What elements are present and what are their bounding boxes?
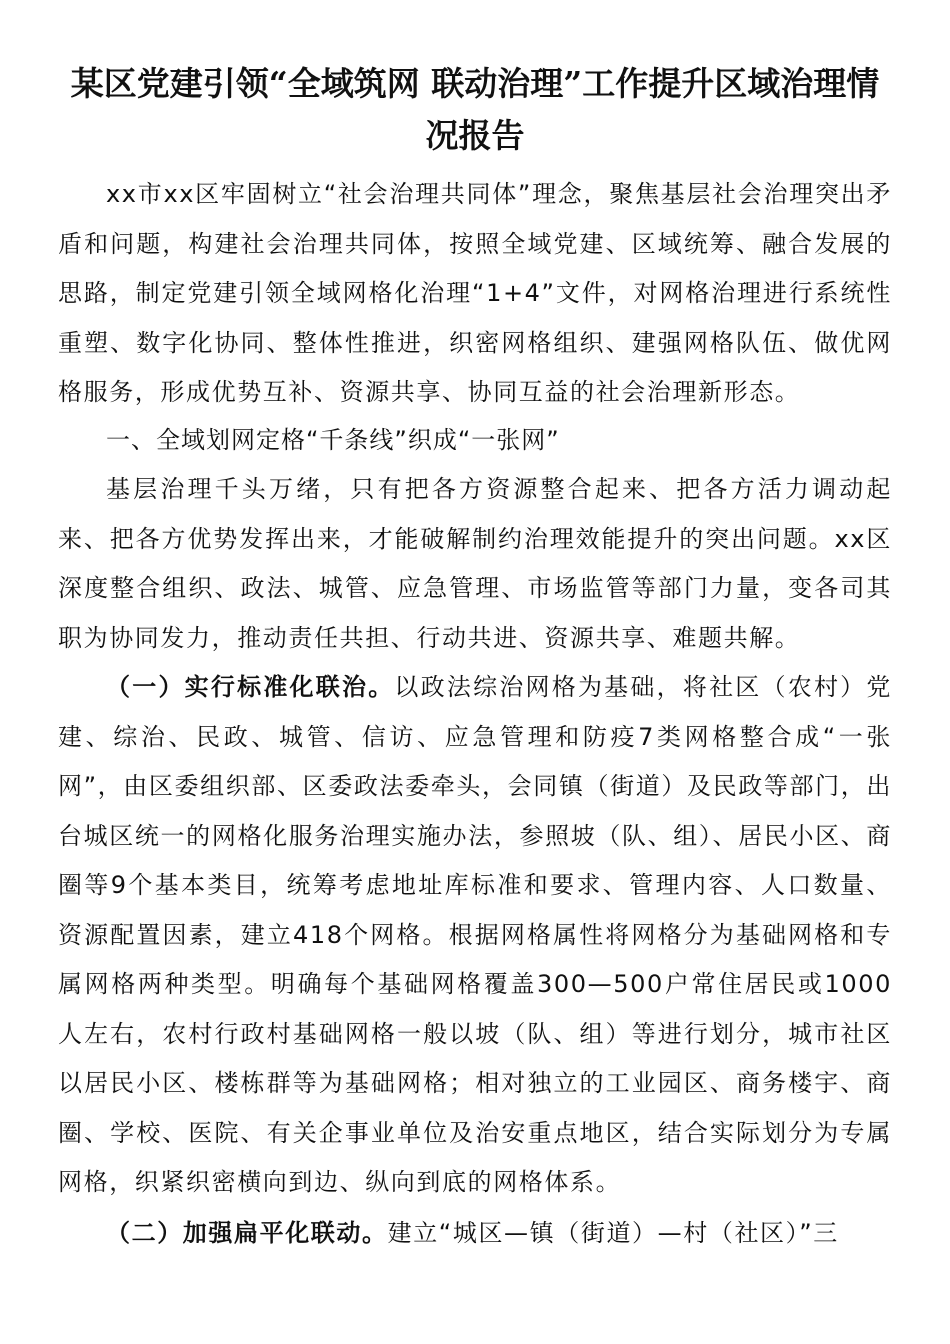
document-title: 某区党建引领“全域筑网 联动治理”工作提升区域治理情况报告 bbox=[70, 64, 880, 155]
item-1-text: 以政法综治网格为基础，将社区（农村）党建、综治、民政、城管、信访、应急管理和防疫7类网格整合成“一张网”，由区委组织部、区委政法委牵头，会同镇（街道）及民政等部门，出台城区统一的网格化服务治理实施办法，参照坡（队、组）、居民小区、商圈等9个基本类目，统筹考虑地址库标准和要求、管理内容、人口数量、资源配置因素，建立418个网格。根据网格属性将网格分为基础网格和专属网格两种类型。明确每个基础网格覆盖300—500户常住居民或1000人左右，农村行政村基础网格一般以坡（队、组）等进行划分，城市社区以居民小区、楼栋群等为基础网格；相对独立的工业园区、商务楼宇、商圈、学校、医院、有关企事业单位及治安重点地区，结合实际划分为专属网格，织紧织密横向到边、纵向到底的网格体系。 bbox=[58, 673, 892, 1196]
item-1-lead: （一）实行标准化联治。 bbox=[106, 673, 395, 701]
item-1-paragraph bbox=[58, 663, 892, 1208]
item-2-text: 建立“城区—镇（街道）—村（社区）”三 bbox=[387, 1219, 839, 1247]
section-1-paragraph: 基层治理千头万绪，只有把各方资源整合起来、把各方活力调动起来、把各方优势发挥出来，才能破解制约治理效能提升的突出问题。xx区深度整合组织、政法、城管、应急管理、市场监管等部门力量，变各司其职为协同发力，推动责任共担、行动共进、资源共享、难题共解。 bbox=[58, 475, 892, 652]
item-2-paragraph bbox=[58, 1209, 892, 1259]
intro-paragraph: xx市xx区牢固树立“社会治理共同体”理念，聚焦基层社会治理突出矛盾和问题，构建社会治理共同体，按照全域党建、区域统筹、融合发展的思路，制定党建引领全域网格化治理“1+4”文件，对网格治理进行系统性重塑、数字化协同、整体性推进，织密网格组织、建强网格队伍、做优网格服务，形成优势互补、资源共享、协同互益的社会治理新形态。 bbox=[58, 180, 892, 406]
section-heading-1: 一、全域划网定格“千条线”织成“一张网” bbox=[106, 426, 560, 454]
item-2-lead: （二）加强扁平化联动。 bbox=[106, 1219, 388, 1247]
